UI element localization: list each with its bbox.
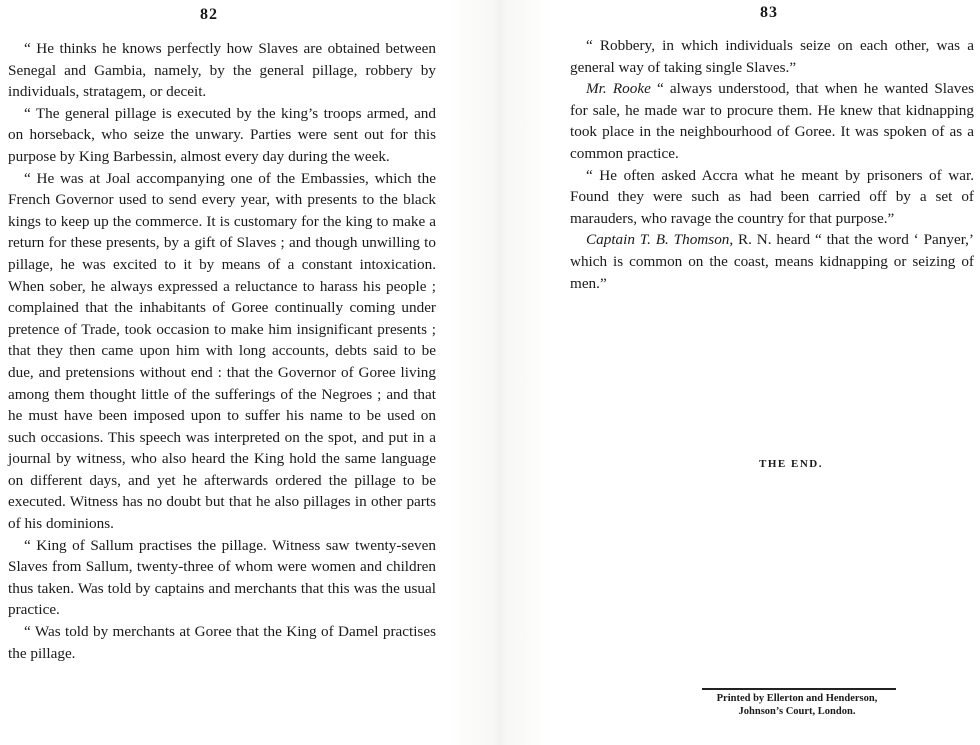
paragraph [570,78,974,164]
paragraph: “ He often asked Accra what he meant by prisoners of war. Found they were such as had been carried off by a set of marauders, who ravage the country for that purpose.” [570,166,974,227]
left-page-body [8,38,436,664]
printer-imprint [682,692,912,718]
right-page-body [570,35,974,294]
paragraph: “ He was at Joal accompanying one of the Embassies, which the French Governor used to send every year, with presents to the black kings to keep up the commerce. It is customary for the king to make a return for these presents, by a gift of Slaves ; and though unwilling to pillage, he was excited to it by means of a constant intoxication. When sober, he always expressed a reluctance to harass his people ; complained that the inhabitants of Goree continually coming under pretence of Trade, took occasion to make him insignificant presents ; that they then came upon him with long accounts, debts said to be due, and pretensions without end : that the Governor of Goree living among them thought little of the sufferings of the Negroes ; and that he must have been imposed upon to suffer his name to be used on such occasions. This speech was interpreted on the spot, and put in a journal by witness, who also heard the King hold the same language on different days, and yet he afterwards ordered the pillage to be executed. Witness has no doubt but that he also pillages in other parts of his dominions. [8,169,436,533]
printer-rule-divider [702,688,896,690]
paragraph-text: “ always understood, that when he wanted Slaves for sale, he made war to procure them. He knew that kidnapping took place in the neighbourhood of Goree. It was spoken of as a common practice. [570,80,975,162]
page-number-right: 83 [760,4,778,21]
speaker-name: Captain T. B. Thomson, [586,231,734,249]
page-number-left: 82 [200,6,218,23]
paragraph: “ He thinks he knows perfectly how Slaves are obtained between Senegal and Gambia, namely, by the general pillage, robbery by individuals, stratagem, or deceit. [8,40,436,101]
paragraph: “ Was told by merchants at Goree that the King of Damel practises the pillage. [8,623,436,662]
right-page [552,0,980,745]
printer-line: Johnson’s Court, London. [738,706,856,717]
paragraph: “ Robbery, in which individuals seize on each other, was a general way of taking single Slaves.” [570,37,974,76]
paragraph-text: R. N. heard “ that the word ‘ Panyer,’ which is common on the coast, means kidnapping or seizing of men.” [570,231,974,292]
book-gutter [448,0,552,745]
paragraph: “ King of Sallum practises the pillage. Witness saw twenty-seven Slaves from Sallum, twenty-three of whom were women and children thus taken. Was told by captains and merchants that this was the usual practice. [8,536,436,619]
the-end-label: THE END. [759,458,823,470]
paragraph: “ The general pillage is executed by the king’s troops armed, and on horseback, who seize the unwary. Parties were sent out for this purpose by King Barbessin, almost every day during the week. [8,104,436,165]
paragraph [570,229,974,294]
left-page [0,0,448,745]
speaker-name: Mr. Rooke [586,80,651,98]
printer-line: Printed by Ellerton and Henderson, [716,693,878,704]
